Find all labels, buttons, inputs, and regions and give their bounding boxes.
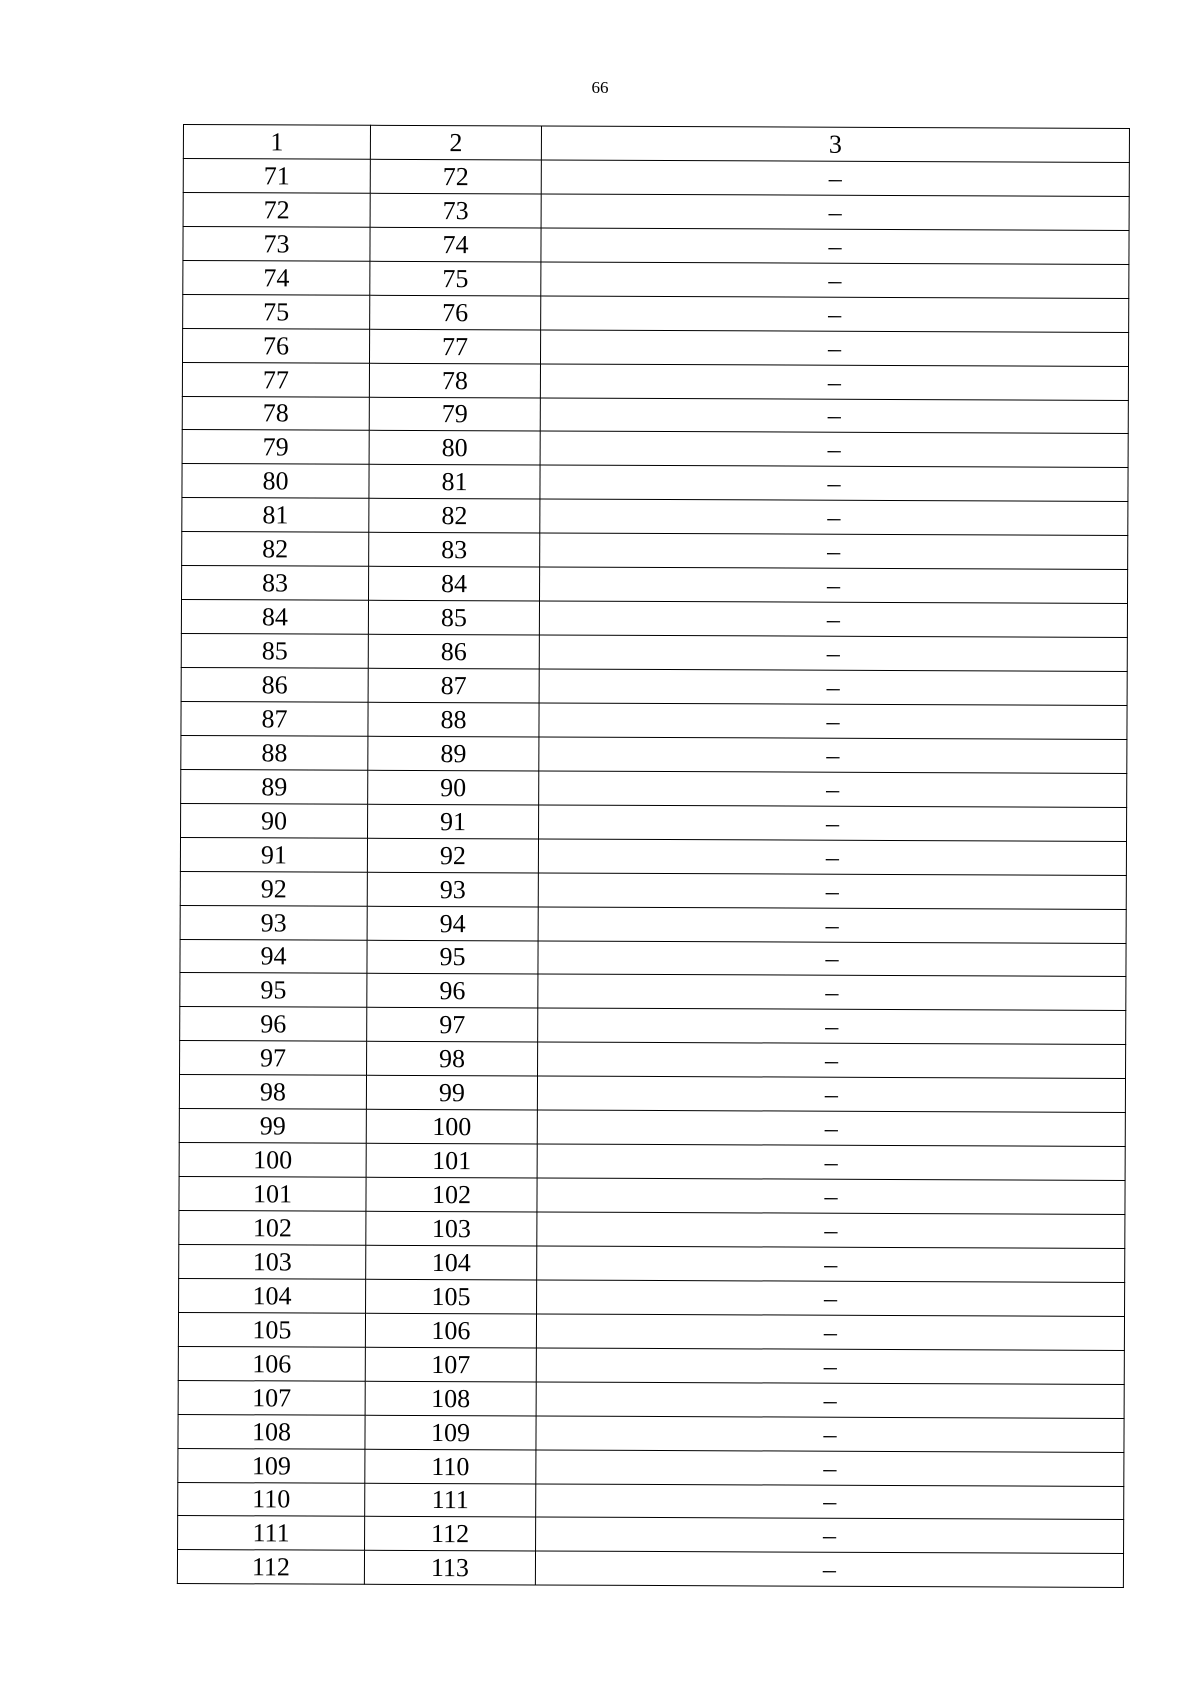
table-cell-col-3: – [540,364,1128,400]
table-row [179,1109,1125,1147]
table-row [180,871,1126,909]
table-cell-col-1: 73 [183,226,370,261]
table-row [182,396,1128,434]
table-cell-col-1: 93 [180,905,367,940]
table-cell-col-3: – [536,1450,1124,1486]
table-cell-col-2: 101 [366,1143,537,1178]
table-cell-col-1: 84 [181,600,368,635]
table-cell-col-2: 76 [370,295,541,330]
table-row [178,1482,1124,1520]
table-row [178,1312,1124,1350]
table-cell-col-1: 105 [178,1312,365,1347]
table-cell-col-3: – [537,1212,1125,1248]
table-cell-col-2: 94 [367,906,538,941]
table-row [180,837,1126,875]
table-cell-col-3: – [536,1348,1124,1384]
table-cell-col-2: 102 [366,1177,537,1212]
table-cell-col-3: – [538,1008,1126,1044]
table-cell-col-2: 72 [370,159,541,194]
table-row [180,1041,1126,1079]
table-cell-col-1: 90 [181,803,368,838]
header-cell-2: 2 [370,125,541,160]
table-cell-col-1: 111 [178,1516,365,1551]
table-cell-col-2: 75 [370,261,541,296]
header-cell-1: 1 [183,125,370,160]
table-row [183,226,1129,264]
table-cell-col-1: 96 [180,1007,367,1042]
table-cell-col-2: 90 [368,770,539,805]
table-cell-col-1: 88 [181,735,368,770]
table-cell-col-2: 113 [364,1551,535,1586]
table-cell-col-3: – [540,567,1128,603]
table-cell-col-3: – [536,1517,1124,1553]
table-row [177,1550,1123,1588]
table-cell-col-3: – [536,1382,1124,1418]
data-table [177,124,1130,1588]
table-cell-col-2: 109 [365,1415,536,1450]
table-cell-col-1: 87 [181,701,368,736]
table-cell-col-3: – [541,228,1129,264]
table-cell-col-2: 78 [369,363,540,398]
table-row [183,260,1129,298]
table-cell-col-3: – [540,499,1128,535]
table-cell-col-3: – [538,940,1126,976]
table-row [183,158,1129,196]
table-cell-col-3: – [539,737,1127,773]
table-row [183,328,1129,366]
table-row [181,667,1127,705]
table-cell-col-1: 86 [181,667,368,702]
table-row [179,1177,1125,1215]
table-row [181,803,1127,841]
table-cell-col-3: – [538,839,1126,875]
table-cell-col-2: 83 [369,533,540,568]
table-row [181,769,1127,807]
table-cell-col-2: 74 [370,227,541,262]
table-cell-col-2: 103 [366,1211,537,1246]
table-cell-col-2: 107 [365,1347,536,1382]
table-cell-col-3: – [537,1246,1125,1282]
table-cell-col-1: 106 [178,1346,365,1381]
table-cell-col-3: – [540,330,1128,366]
table-cell-col-2: 93 [367,872,538,907]
table-cell-col-2: 81 [369,465,540,500]
table-cell-col-1: 94 [180,939,367,974]
table-cell-col-2: 88 [368,702,539,737]
table-cell-col-3: – [540,397,1128,433]
table-row [182,464,1128,502]
table-cell-col-3: – [539,601,1127,637]
table-row [181,600,1127,638]
table-cell-col-3: – [538,1042,1126,1078]
table-cell-col-1: 78 [182,396,369,431]
table-cell-col-3: – [541,194,1129,230]
table-cell-col-1: 72 [183,192,370,227]
table-cell-col-2: 104 [366,1245,537,1280]
table-cell-col-3: – [538,907,1126,943]
table-cell-col-1: 110 [178,1482,365,1517]
table-row [182,430,1128,468]
header-cell-3: 3 [541,126,1129,162]
table-row [182,532,1128,570]
table-cell-col-1: 74 [183,260,370,295]
table-cell-col-3: – [541,160,1129,196]
table-cell-col-1: 79 [182,430,369,465]
page-number: 66 [591,78,609,97]
table-row [178,1414,1124,1452]
table-cell-col-3: – [538,873,1126,909]
table-row [183,192,1129,230]
table-cell-col-1: 81 [182,498,369,533]
table-row [179,1075,1125,1113]
table-cell-col-1: 99 [179,1109,366,1144]
table-cell-col-1: 104 [179,1278,366,1313]
table-cell-col-1: 103 [179,1244,366,1279]
table-cell-col-1: 89 [181,769,368,804]
table-cell-col-1: 91 [180,837,367,872]
table-row [181,701,1127,739]
table-cell-col-1: 112 [177,1550,364,1585]
table-cell-col-3: – [536,1416,1124,1452]
table-cell-col-1: 101 [179,1177,366,1212]
table-row [180,973,1126,1011]
table-cell-col-3: – [535,1551,1123,1587]
table-cell-col-1: 107 [178,1380,365,1415]
table-cell-col-3: – [536,1314,1124,1350]
table-cell-col-3: – [537,1280,1125,1316]
table-cell-col-1: 98 [179,1075,366,1110]
table-cell-col-2: 96 [367,974,538,1009]
table-cell-col-2: 98 [367,1042,538,1077]
table-cell-col-2: 77 [370,329,541,364]
table-cell-col-3: – [539,703,1127,739]
table-cell-col-3: – [540,533,1128,569]
table-cell-col-2: 84 [369,566,540,601]
table-cell-col-3: – [539,805,1127,841]
table-cell-col-3: – [540,465,1128,501]
table-row [178,1448,1124,1486]
table-row [179,1244,1125,1282]
table-cell-col-1: 76 [183,328,370,363]
table-row [178,1346,1124,1384]
table-cell-col-2: 97 [367,1008,538,1043]
table-cell-col-3: – [539,771,1127,807]
table-cell-col-1: 109 [178,1448,365,1483]
table-cell-col-2: 85 [368,600,539,635]
table-cell-col-2: 80 [369,431,540,466]
table-cell-col-2: 112 [365,1517,536,1552]
table-cell-col-2: 87 [368,668,539,703]
table-row [182,566,1128,604]
table-row [179,1210,1125,1248]
table-header-row [183,125,1129,163]
table-cell-col-2: 100 [366,1109,537,1144]
table-cell-col-2: 108 [365,1381,536,1416]
table-cell-col-2: 106 [365,1313,536,1348]
table-cell-col-1: 100 [179,1143,366,1178]
table-cell-col-3: – [537,1076,1125,1112]
table-row [181,634,1127,672]
table-cell-col-1: 108 [178,1414,365,1449]
table-row [180,1007,1126,1045]
table-cell-col-2: 95 [367,940,538,975]
table-cell-col-3: – [540,431,1128,467]
table-cell-col-1: 71 [183,158,370,193]
table-cell-col-3: – [538,974,1126,1010]
table-cell-col-1: 102 [179,1210,366,1245]
table-cell-col-1: 92 [180,871,367,906]
table-row [181,735,1127,773]
table-cell-col-1: 97 [180,1041,367,1076]
table-cell-col-2: 99 [366,1076,537,1111]
table-cell-col-3: – [537,1110,1125,1146]
table-cell-col-2: 79 [369,397,540,432]
table-cell-col-3: – [536,1483,1124,1519]
table-cell-col-3: – [539,669,1127,705]
table-cell-col-1: 80 [182,464,369,499]
table-cell-col-3: – [537,1178,1125,1214]
table-cell-col-3: – [541,296,1129,332]
table-cell-col-2: 111 [365,1483,536,1518]
table-row [183,294,1129,332]
table-row [179,1278,1125,1316]
table-row [179,1143,1125,1181]
table-cell-col-3: – [539,635,1127,671]
table-row [182,498,1128,536]
table-cell-col-1: 85 [181,634,368,669]
table-row [180,905,1126,943]
table-cell-col-1: 77 [182,362,369,397]
table-cell-col-2: 105 [366,1279,537,1314]
table-cell-col-1: 83 [182,566,369,601]
table-cell-col-2: 91 [368,804,539,839]
table-cell-col-3: – [537,1144,1125,1180]
table-cell-col-1: 82 [182,532,369,567]
table-cell-col-2: 82 [369,499,540,534]
table-row [178,1380,1124,1418]
table-cell-col-1: 75 [183,294,370,329]
table-row [178,1516,1124,1554]
table-cell-col-2: 110 [365,1449,536,1484]
table-cell-col-2: 86 [368,634,539,669]
table-cell-col-2: 73 [370,193,541,228]
table-row [180,939,1126,977]
table-cell-col-2: 92 [367,838,538,873]
table-row [182,362,1128,400]
table-cell-col-3: – [541,262,1129,298]
table-body [177,158,1129,1587]
table-cell-col-1: 95 [180,973,367,1008]
table-cell-col-2: 89 [368,736,539,771]
